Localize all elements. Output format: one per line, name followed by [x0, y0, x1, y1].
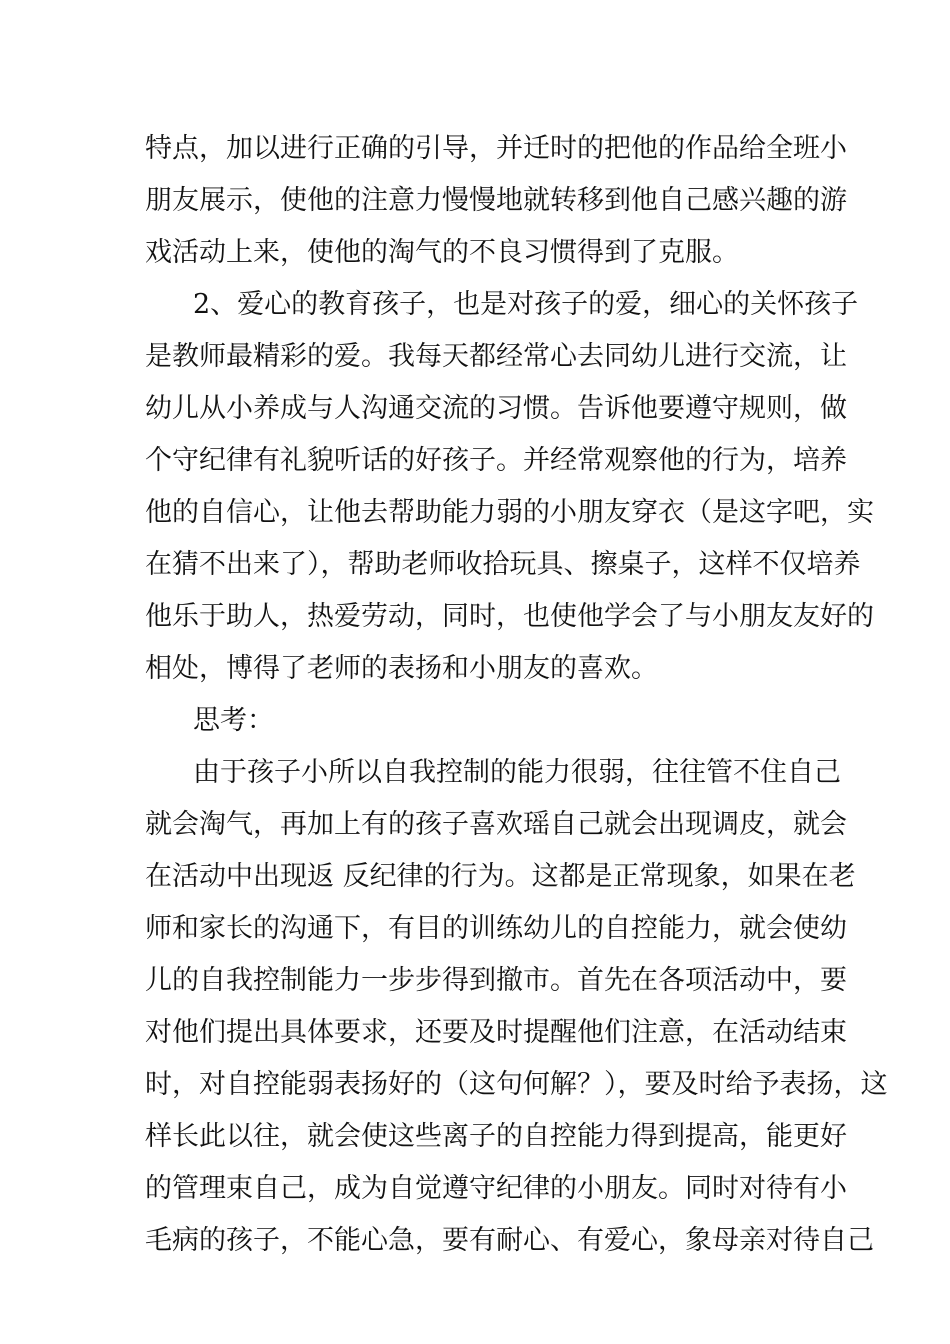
- text-line: 相处，博得了老师的表扬和小朋友的喜欢。: [145, 653, 658, 684]
- text-line: 毛病的孩子，不能心急，要有耐心、有爱心，象母亲对待自己: [145, 1225, 874, 1256]
- text-line: 的管理束自己，成为自觉遵守纪律的小朋友。同时对待有小: [145, 1173, 847, 1204]
- section-heading: 思考：: [193, 705, 274, 736]
- text-line: 特点，加以进行正确的引导，并迁时的把他的作品给全班小: [145, 133, 847, 164]
- text-line: 幼儿从小养成与人沟通交流的习惯。告诉他要遵守规则，做: [145, 393, 847, 424]
- text-line: 样长此以往，就会使这些离子的自控能力得到提高，能更好: [145, 1121, 847, 1152]
- text-line: 他的自信心，让他去帮助能力弱的小朋友穿衣（是这字吧，实: [145, 497, 874, 528]
- text-line: 师和家长的沟通下，有目的训练幼儿的自控能力，就会使幼: [145, 913, 847, 944]
- text-line: 朋友展示，使他的注意力慢慢地就转移到他自己感兴趣的游: [145, 185, 847, 216]
- text-line: 儿的自我控制能力一步步得到撤市。首先在各项活动中，要: [145, 965, 847, 996]
- text-line: 时，对自控能弱表扬好的（这句何解？），要及时给予表扬，这: [145, 1069, 888, 1100]
- text-line: 由于孩子小所以自我控制的能力很弱，往往管不住自己: [193, 757, 841, 788]
- text-line: 个守纪律有礼貌听话的好孩子。并经常观察他的行为，培养: [145, 445, 847, 476]
- text-line: 在活动中出现返 反纪律的行为。这都是正常现象，如果在老: [145, 861, 856, 892]
- text-line: 在猜不出来了），帮助老师收拾玩具、擦桌子，这样不仅培养: [145, 549, 861, 580]
- text-line: 对他们提出具体要求，还要及时提醒他们注意，在活动结束: [145, 1017, 847, 1048]
- text-line: 是教师最精彩的爱。我每天都经常心去同幼儿进行交流，让: [145, 341, 847, 372]
- text-line: 他乐于助人，热爱劳动，同时，也使他学会了与小朋友友好的: [145, 601, 874, 632]
- text-line: 就会淘气，再加上有的孩子喜欢瑶自己就会出现调皮，就会: [145, 809, 847, 840]
- text-line: 2、爱心的教育孩子，也是对孩子的爱，细心的关怀孩子: [193, 289, 859, 320]
- text-line: 戏活动上来，使他的淘气的不良习惯得到了克服。: [145, 237, 739, 268]
